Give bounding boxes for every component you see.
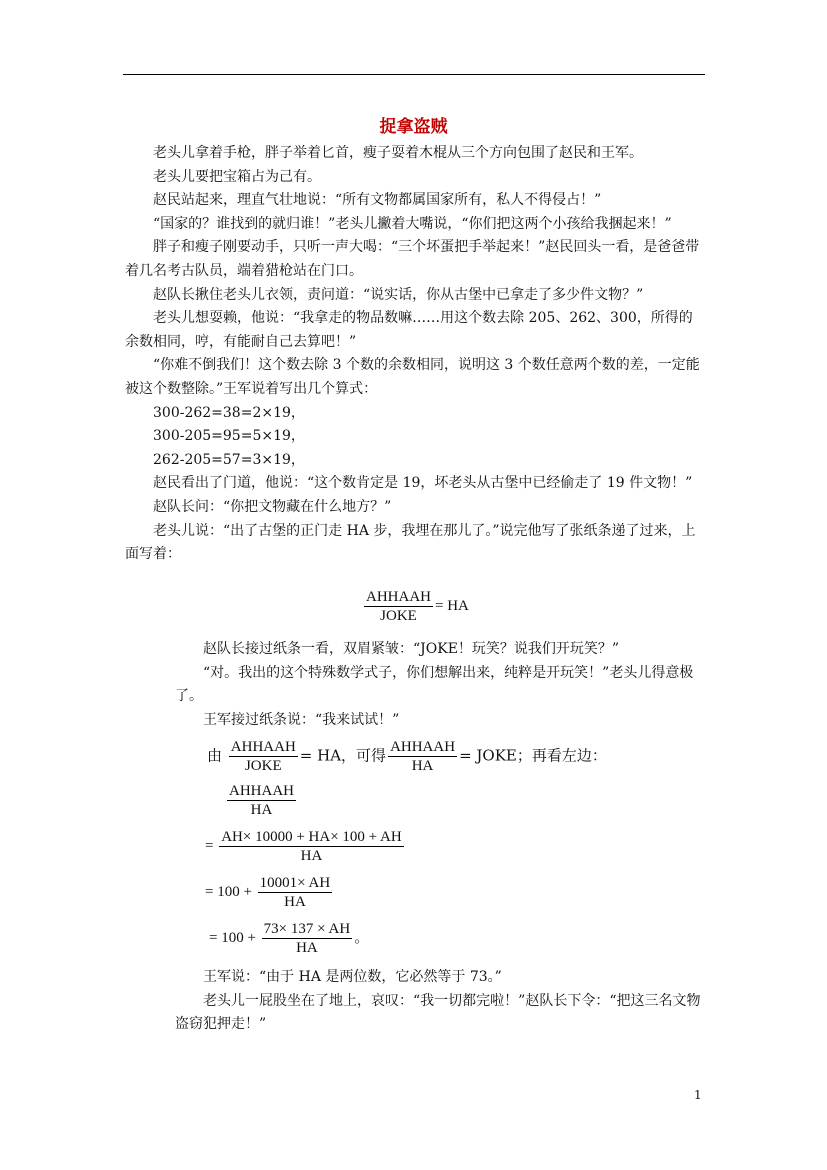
story-body-3 (175, 966, 705, 1037)
derivation-fraction (229, 738, 298, 775)
equals-sign: = (205, 837, 214, 854)
page-title: 捉拿盗贼 (379, 117, 448, 137)
paragraph: 老头儿要把宝箱占为己有。 (153, 168, 321, 185)
fraction-denominator: HA (284, 894, 306, 910)
fraction-denominator: HA (411, 758, 434, 774)
fraction-denominator: JOKE (380, 608, 417, 624)
derivation-text: = JOKE；再看左边： (459, 746, 607, 765)
paragraph: 胖子和瘦子刚要动手，只听一声大喝：“三个坏蛋把手举起来！”赵民回头一看，是爸爸带着几名考古队员，端着猎枪站在门口。 (125, 239, 700, 279)
paragraph: 赵队长揪住老头儿衣领，责问道：“说实话，你从古堡中已拿走了多少件文物？” (153, 286, 644, 303)
paragraph: 老头儿一屁股坐在了地上，哀叹：“我一切都完啦！”赵队长下令：“把这三名文物盗窃犯押走！” (175, 992, 701, 1033)
paragraph: 王军说：“由于 HA 是两位数，它必然等于 73。” (203, 969, 502, 985)
paragraph: “国家的？谁找到的就归谁！”老头儿撇着大嘴说，“你们把这两个小孩给我捆起来！” (153, 215, 672, 232)
fraction-numerator: 73× 137 × AH (263, 921, 351, 937)
fraction-numerator: AH× 10000 + HA× 100 + AH (221, 829, 402, 845)
derivation-line-2 (225, 782, 298, 819)
note-formula (362, 588, 469, 625)
derivation-fraction (258, 874, 333, 911)
derivation-fraction (219, 828, 404, 865)
page-number: 1 (694, 1088, 702, 1102)
note-fraction (364, 588, 433, 625)
story-body-2 (175, 638, 705, 732)
fraction-denominator: HA (296, 940, 318, 956)
paragraph: 赵民看出了门道，他说：“这个数肯定是 19，坏老头从古堡中已经偷走了 19 件文物！” (153, 475, 693, 492)
fraction-rhs: = HA (435, 597, 469, 614)
fraction-numerator: AHHAAH (229, 783, 294, 799)
derivation-fraction (227, 782, 296, 819)
paragraph: “对。我出的这个特殊数学式子，你们想解出来，纯粹是开玩笑！”老头儿得意极了。 (175, 664, 694, 705)
paragraph: 赵民站起来，理直气壮地说：“所有文物都属国家所有，私人不得侵占！” (153, 192, 602, 209)
paragraph: “你难不倒我们！这个数去除 3 个数的余数相同，说明这 3 个数任意两个数的差，一定能被这个数整除。”王军说着写出几个算式： (125, 357, 700, 397)
paragraph: 老头儿拿着手枪，胖子举着匕首，瘦子耍着木棍从三个方向包围了赵民和王军。 (153, 145, 643, 161)
derivation-line-5 (209, 920, 369, 957)
derivation-text: 由 (207, 746, 223, 765)
story-body (125, 142, 705, 567)
fraction-numerator: AHHAAH (230, 739, 296, 755)
fraction-numerator: 10001× AH (259, 875, 331, 891)
derivation-text: = 100 + (209, 929, 256, 946)
paragraph: 老头儿说：“出了古堡的正门走 HA 步，我埋在那儿了。”说完他写了张纸条递了过来，上面写着： (125, 522, 696, 563)
derivation-line-1 (207, 738, 607, 775)
equation-line: 300-205=95=5×19， (153, 428, 305, 445)
header-rule (123, 74, 705, 75)
equation-line: 262-205=57=3×19， (153, 451, 305, 468)
derivation-text: = HA，可得 (299, 746, 387, 765)
derivation-line-3 (205, 828, 406, 865)
paragraph: 赵队长接过纸条一看，双眉紧皱：“JOKE！玩笑？说我们开玩笑？” (203, 641, 620, 657)
derivation-fraction (388, 738, 457, 775)
derivation-line-4 (205, 874, 334, 911)
fraction-denominator: HA (250, 802, 273, 818)
paragraph: 赵队长问：“你把文物藏在什么地方？” (153, 498, 392, 515)
derivation-fraction (262, 920, 353, 957)
derivation-text: 。 (354, 929, 370, 946)
fraction-numerator: AHHAAH (366, 589, 431, 605)
fraction-denominator: HA (300, 848, 323, 864)
fraction-numerator: AHHAAH (390, 739, 456, 755)
paragraph: 王军接过纸条说：“我来试试！” (203, 711, 400, 728)
paragraph: 老头儿想耍赖，他说：“我拿走的物品数嘛……用这个数去除 205、262、300，所得的余数相同，哼，有能耐自己去算吧！” (125, 310, 693, 350)
fraction-denominator: JOKE (244, 758, 282, 774)
equation-line: 300-262=38=2×19， (153, 404, 305, 421)
derivation-text: = 100 + (205, 883, 252, 900)
